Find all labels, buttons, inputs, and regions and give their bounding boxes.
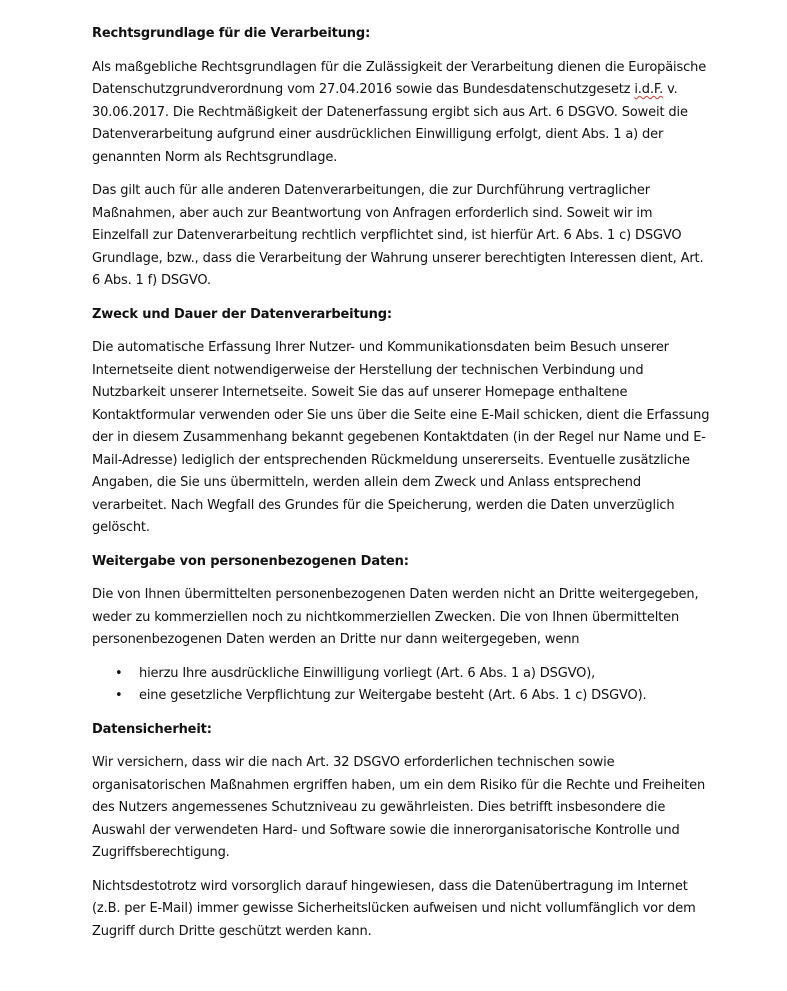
- heading-security: Datensicherheit:: [92, 721, 212, 737]
- paragraph-purpose: Die automatische Erfassung Ihrer Nutzer- und Kommunikationsdaten beim Besuch unserer Internetseite dient notwendigerweise der Herstellung der technischen Verbindung und Nutzbarkeit unserer Internetseite. Soweit Sie das auf unserer Homepage enthaltene Kontaktformular verwenden oder Sie uns über die Seite eine E-Mail schicken, dient die Erfassung der in diesem Zusammenhang bekannt gegebenen Kontaktdaten (in der Regel nur Name und E-Mail-Adresse) lediglich der entsprechenden Rückmeldung unsererseits. Eventuelle zusätzliche Angaben, die Sie uns übermitteln, werden allein dem Zweck und Anlass entsprechend verarbeitet. Nach Wegfall des Grundes für die Speicherung, werden die Daten unverzüglich gelöscht.: [92, 340, 710, 535]
- heading-purpose: Zweck und Dauer der Datenverarbeitung:: [92, 306, 392, 322]
- paragraph-legal-basis-2: Das gilt auch für alle anderen Datenverarbeitungen, die zur Durchführung vertraglicher Maßnahmen, aber auch zur Beantwortung von Anfragen erforderlich sind. Soweit wir im Einzelfall zur Datenverarbeitung rechtlich verpflichtet sind, ist hierfür Art. 6 Abs. 1 c) DSGVO Grundlage, bzw., dass die Verarbeitung der Wahrung unserer berechtigten Interessen dient, Art. 6 Abs. 1 f) DSGVO.: [92, 183, 704, 288]
- spellcheck-flagged-word[interactable]: i.d.F.: [634, 82, 664, 97]
- paragraph-security-1: Wir versichern, dass wir die nach Art. 32 DSGVO erforderlichen technischen sowie organisatorischen Maßnahmen ergriffen haben, um ein dem Risiko für die Rechte und Freiheiten des Nutzers angemessenes Schutzniveau zu gewährleisten. Dies betrifft insbesondere die Auswahl der verwendeten Hard- und Software sowie die innerorganisatorische Kontrolle und Zugriffsberechtigung.: [92, 755, 706, 860]
- paragraph-text: v. 30.06.2017. Die Rechtmäßigkeit der Datenerfassung ergibt sich aus Art. 6 DSGVO. Soweit die Datenverarbeitung aufgrund einer ausdrücklichen Einwilligung erfolgt, dient Abs. 1 a) der genannten Norm als Rechtsgrundlage.: [92, 82, 688, 165]
- heading-disclosure: Weitergabe von personenbezogenen Daten:: [92, 553, 409, 569]
- list-item: [115, 663, 712, 686]
- heading-legal-basis: Rechtsgrundlage für die Verarbeitung:: [92, 26, 371, 41]
- list-item-text: hierzu Ihre ausdrückliche Einwilligung vorliegt (Art. 6 Abs. 1 a) DSGVO),: [139, 665, 596, 681]
- paragraph-legal-basis-1: [92, 57, 712, 170]
- paragraph-security-2: Nichtsdestotrotz wird vorsorglich darauf hingewiesen, dass die Datenübertragung im Internet (z.B. per E-Mail) immer gewisse Sicherheitslücken aufweisen und nicht vollumfänglich vor dem Zugriff durch Dritte geschützt werden kann.: [92, 878, 696, 939]
- bullet-list-disclosure: [92, 663, 712, 708]
- bullet-icon: •: [115, 665, 123, 681]
- bullet-icon: •: [115, 688, 123, 703]
- paragraph-disclosure: Die von Ihnen übermittelten personenbezogenen Daten werden nicht an Dritte weitergegeben, weder zu kommerziellen noch zu nichtkommerziellen Zwecken. Die von Ihnen übermittelten personenbezogenen Daten werden an Dritte nur dann weitergegeben, wenn: [92, 587, 699, 647]
- paragraph-text: Als maßgebliche Rechtsgrundlagen für die Zulässigkeit der Verarbeitung dienen die Europäische Datenschutzgrundverordnung vom 27.04.2016 sowie das Bundesdatenschutzgesetz: [92, 59, 707, 97]
- document-page: [92, 23, 712, 954]
- list-item: [115, 685, 712, 708]
- list-item-text: eine gesetzliche Verpflichtung zur Weitergabe besteht (Art. 6 Abs. 1 c) DSGVO).: [139, 688, 647, 703]
